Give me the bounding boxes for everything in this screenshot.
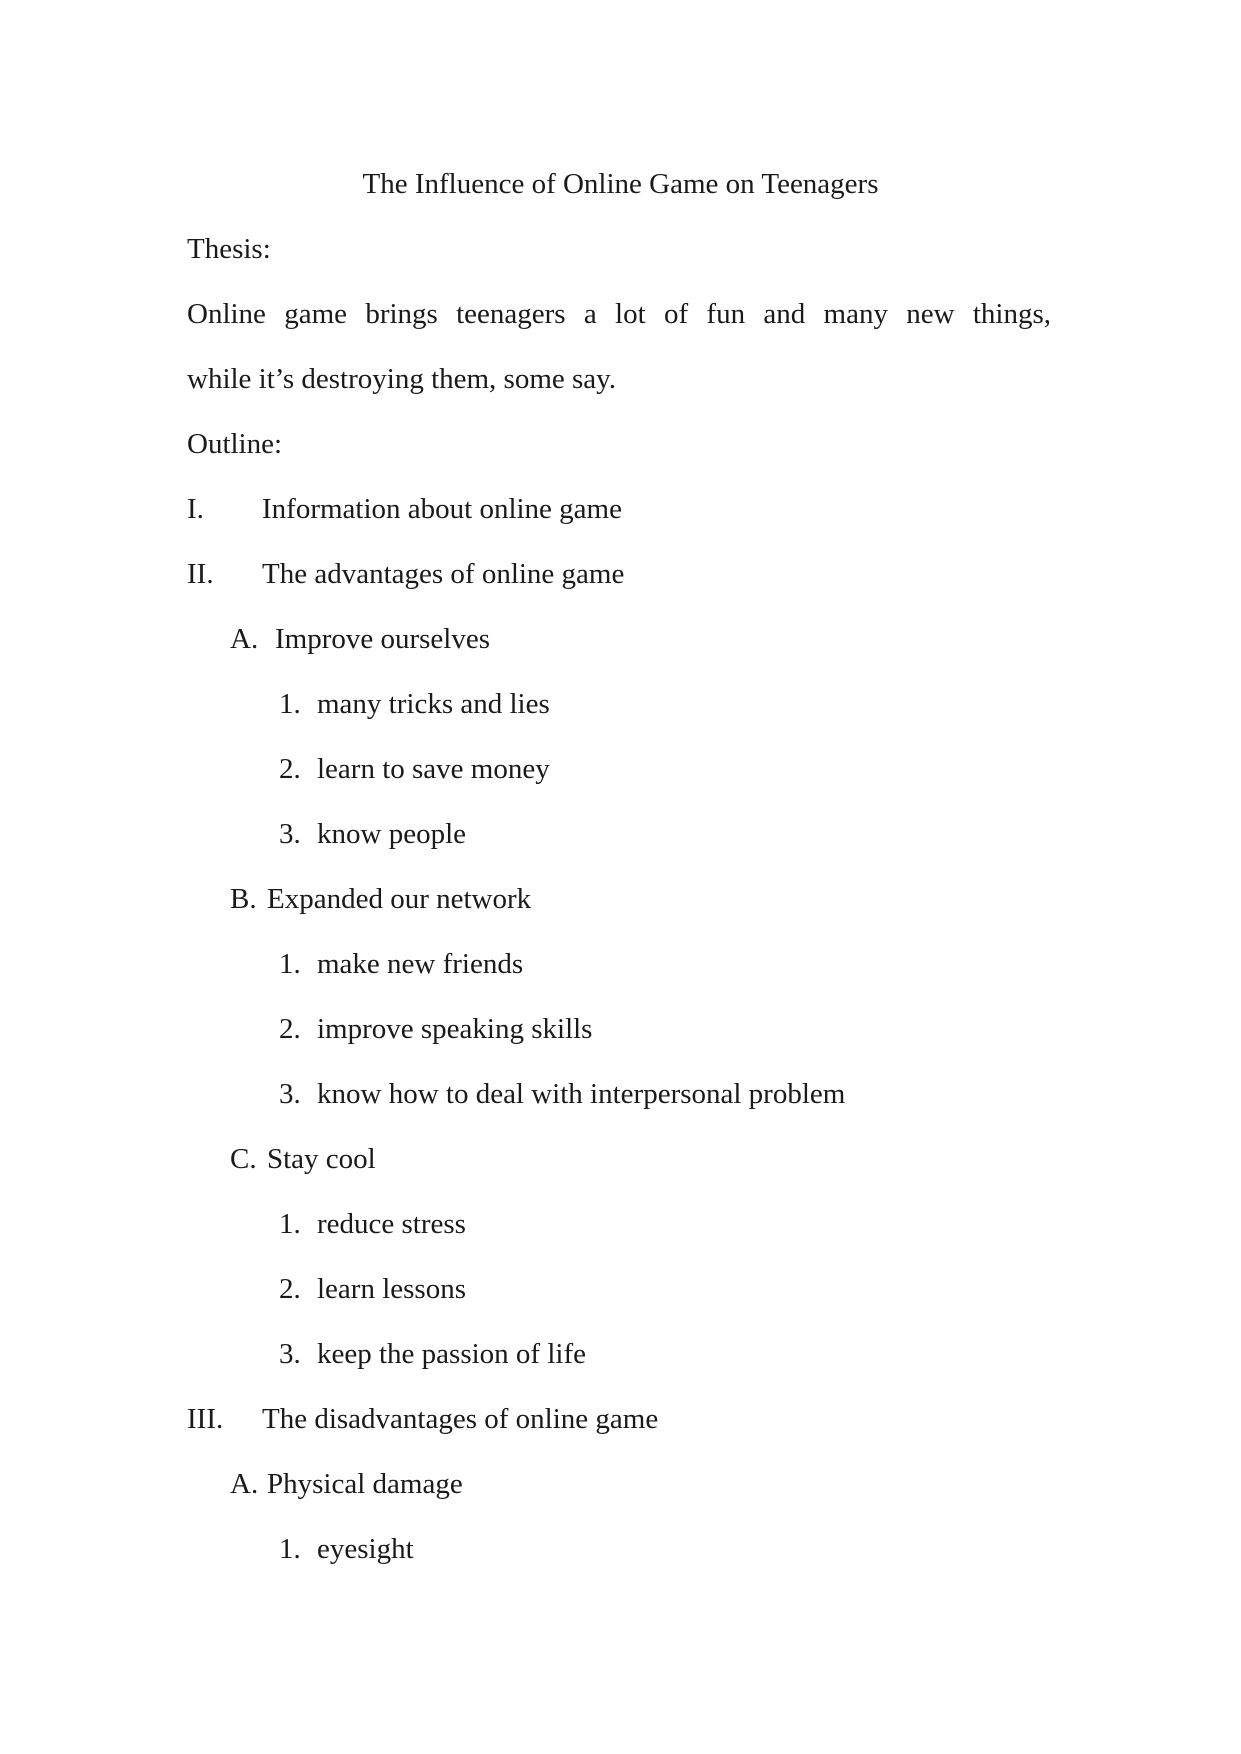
subsection-letter: B. xyxy=(230,883,257,915)
item-number: 3. xyxy=(279,818,301,850)
subsection-heading: Stay cool xyxy=(267,1143,376,1175)
thesis-text-line-2: while it’s destroying them, some say. xyxy=(187,363,617,395)
item-text: learn to save money xyxy=(317,753,550,785)
item-number: 2. xyxy=(279,753,301,785)
item-number: 2. xyxy=(279,1013,301,1045)
subsection-heading: Expanded our network xyxy=(267,883,532,915)
item-text: know how to deal with interpersonal problem xyxy=(317,1078,846,1110)
item-text: reduce stress xyxy=(317,1208,466,1240)
subsection-heading: Physical damage xyxy=(267,1468,463,1500)
section-heading: The advantages of online game xyxy=(262,558,625,590)
section-heading: Information about online game xyxy=(262,493,622,525)
item-number: 1. xyxy=(279,948,301,980)
item-number: 1. xyxy=(279,688,301,720)
subsection-heading: Improve ourselves xyxy=(275,623,491,655)
document-title: The Influence of Online Game on Teenagers xyxy=(362,168,879,200)
item-number: 2. xyxy=(279,1273,301,1305)
item-text: learn lessons xyxy=(317,1273,466,1305)
item-number: 1. xyxy=(279,1208,301,1240)
item-number: 3. xyxy=(279,1078,301,1110)
section-numeral: II. xyxy=(187,558,214,590)
section-heading: The disadvantages of online game xyxy=(262,1403,659,1435)
outline-label: Outline: xyxy=(187,428,283,460)
item-number: 1. xyxy=(279,1533,301,1565)
thesis-label: Thesis: xyxy=(187,233,271,265)
subsection-letter: C. xyxy=(230,1143,257,1175)
item-text: know people xyxy=(317,818,466,850)
item-text: make new friends xyxy=(317,948,524,980)
section-numeral: III. xyxy=(187,1403,224,1435)
item-text: eyesight xyxy=(317,1533,414,1565)
item-number: 3. xyxy=(279,1338,301,1370)
item-text: keep the passion of life xyxy=(317,1338,586,1370)
subsection-letter: A. xyxy=(230,1468,259,1500)
item-text: improve speaking skills xyxy=(317,1013,593,1045)
section-numeral: I. xyxy=(187,493,204,525)
item-text: many tricks and lies xyxy=(317,688,550,720)
thesis-text-line-1: Online game brings teenagers a lot of fun and many new things, xyxy=(187,298,1051,330)
subsection-letter: A. xyxy=(230,623,259,655)
